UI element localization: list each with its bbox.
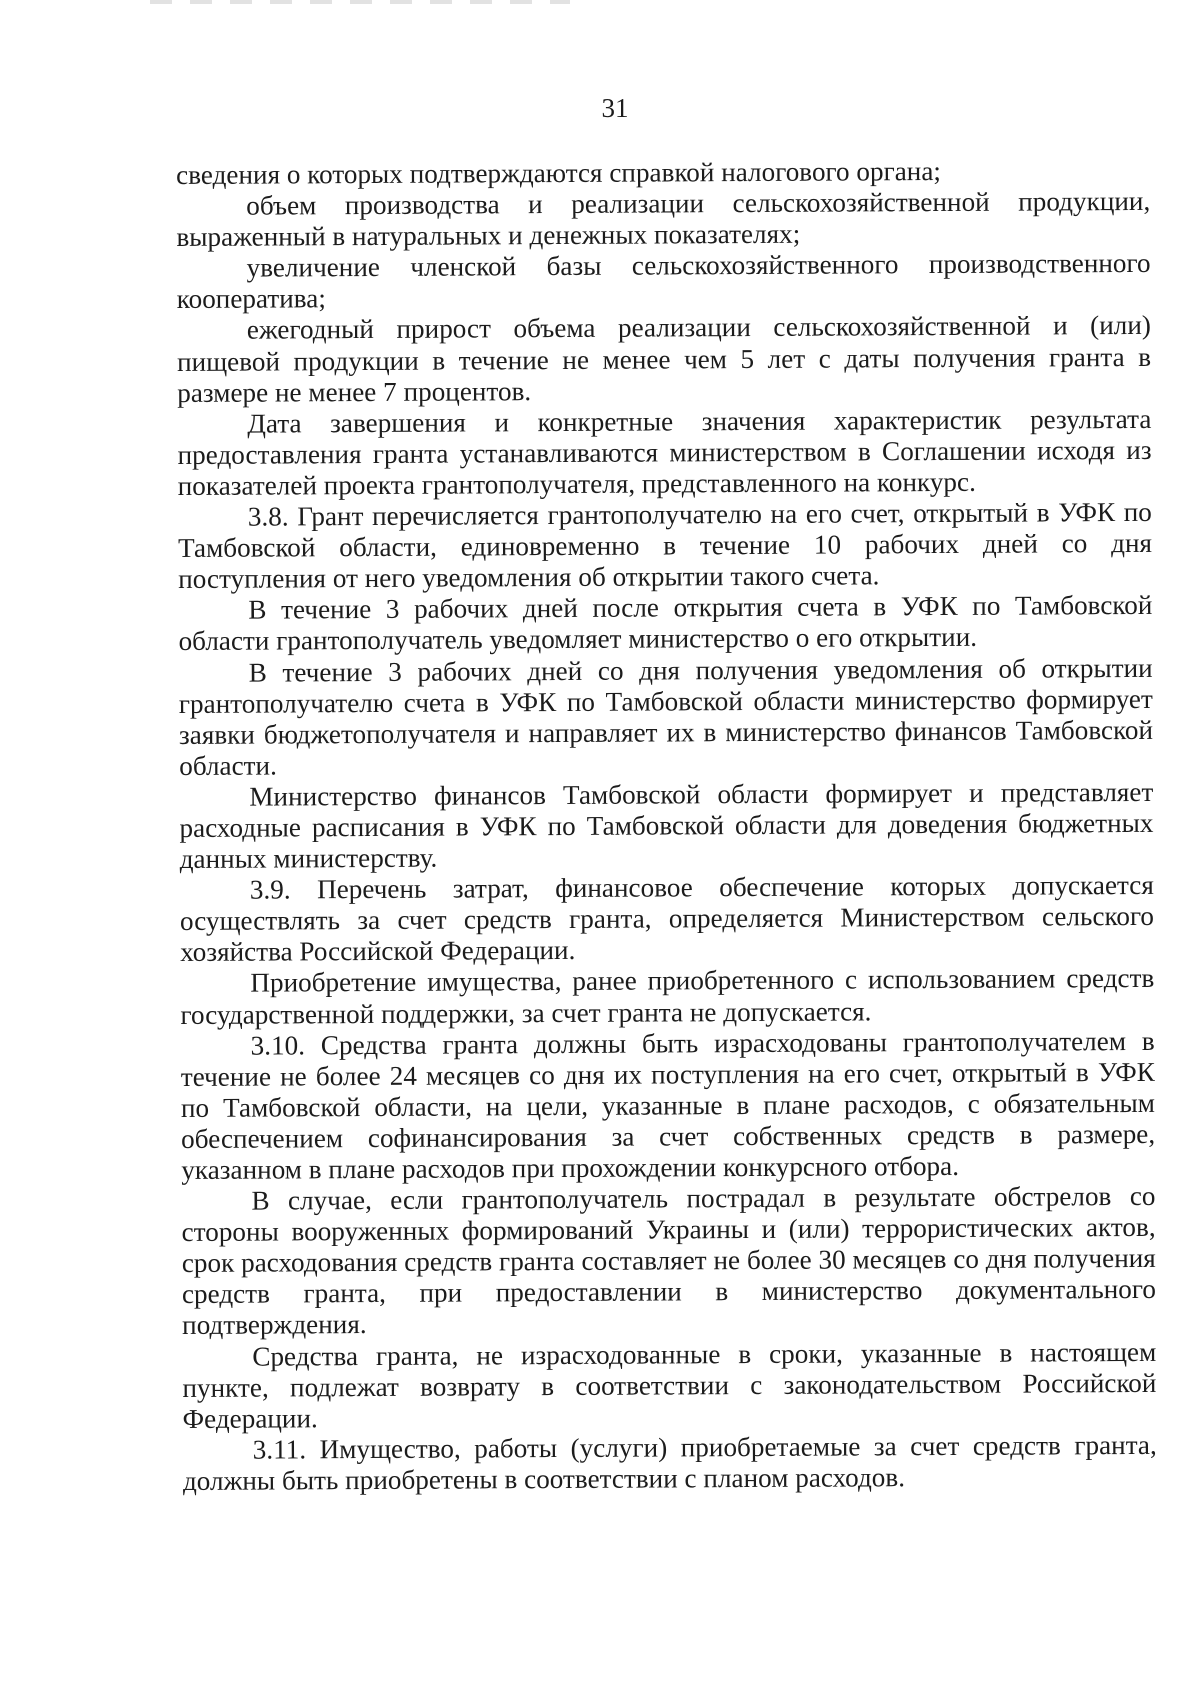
- page-number: 31: [601, 93, 629, 123]
- scan-artifact: [150, 0, 570, 4]
- paragraph: В течение 3 рабочих дней со дня получения уведомления об открытии грантополучателю счета в УФК по Тамбовской области министерство формирует заявки бюджетополучателя и направляет их в министерство финансов Тамбовской области.: [178, 652, 1154, 781]
- paragraph: сведения о которых подтверждаются справкой налогового органа;: [176, 155, 942, 190]
- paragraph: Средства гранта, не израсходованные в сроки, указанные в настоящем пункте, подлежат возврату в соответствии с законодательством Российской Федерации.: [182, 1336, 1157, 1434]
- paragraph-section-3-9: 3.9. Перечень затрат, финансовое обеспечение которых допускается осуществлять за счет средств гранта, определяется Министерством сельского хозяйства Российской Федерации.: [179, 870, 1155, 968]
- paragraph: объем производства и реализации сельскохозяйственной продукции, выраженный в натуральных и денежных показателях;: [176, 185, 1151, 253]
- paragraph: Приобретение имущества, ранее приобретенного с использованием средств государственной поддержки, за счет гранта не допускается.: [180, 963, 1155, 1030]
- paragraph: В случае, если грантополучатель пострадал в результате обстрелов со стороны вооруженных формирований Украины и (или) террористических актов, срок расходования средств гранта составляет не более 30 месяцев со дня получения средств гранта, при предоставлении в министерство документального подтверждения.: [181, 1180, 1157, 1341]
- paragraph-section-3-10: 3.10. Средства гранта должны быть израсходованы грантополучателем в течение не более 24 месяцев со дня их поступления на его счет, открытый в УФК по Тамбовской области, на цели, указанные в плане расходов, с обязательным обеспечением софинансирования за счет собственных средств в размере, указанном в плане расходов при прохождении конкурсного отбора.: [180, 1025, 1156, 1185]
- document-body: [176, 155, 1157, 1497]
- paragraph-section-3-11: 3.11. Имущество, работы (услуги) приобретаемые за счет средств гранта, должны быть приобретены в соответствии с планом расходов.: [182, 1429, 1157, 1496]
- paragraph: В течение 3 рабочих дней после открытия счета в УФК по Тамбовской области грантополучатель уведомляет министерство о его открытии.: [178, 590, 1153, 657]
- paragraph: Министерство финансов Тамбовской области формирует и представляет расходные расписания в УФК по Тамбовской области для доведения бюджетных данных министерству.: [179, 776, 1154, 875]
- paragraph: увеличение членской базы сельскохозяйственного производственного кооператива;: [176, 248, 1151, 315]
- paragraph: Дата завершения и конкретные значения характеристик результата предоставления гранта устанавливаются министерством в Соглашении исходя из показателей проекта грантополучателя, представленного на конкурс.: [177, 403, 1152, 501]
- paragraph: ежегодный прирост объема реализации сельскохозяйственной и (или) пищевой продукции в течение не менее чем 5 лет с даты получения гранта в размере не менее 7 процентов.: [176, 310, 1152, 408]
- paragraph-section-3-8: 3.8. Грант перечисляется грантополучателю на его счет, открытый в УФК по Тамбовской области, единовременно в течение 10 рабочих дней со дня поступления от него уведомления об открытии такого счета.: [177, 496, 1153, 595]
